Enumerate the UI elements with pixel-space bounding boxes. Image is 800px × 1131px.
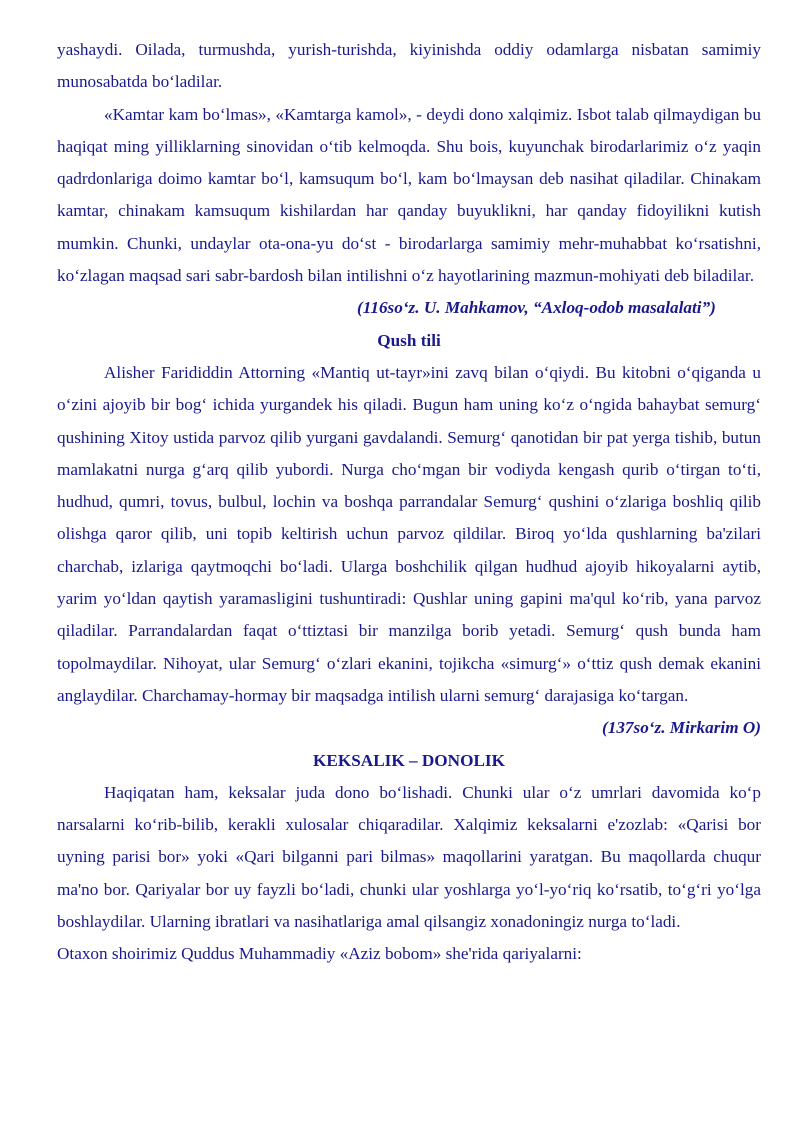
paragraph-qush-tili: Alisher Farididdin Attorning «Mantiq ut-tayr»ini zavq bilan o‘qiydi. Bu kitobni o‘qiganda u o‘zini ajoyib bir bog‘ ichida yurgandek his qiladi. Bugun ham uning ko‘z o‘ngida bahaybat semurg‘ qushining Xitoy ustida parvoz qilib yurgani gavdalandi. Semurg‘ qanotidan bir pat yerga tishib, butun mamlakatni nurga g‘arq qilib yubordi. Nurga cho‘mgan bir vodiyda kengash qurib o‘tirgan to‘ti, hudhud, qumri, tovus, bulbul, lochin va boshqa parrandalar Semurg‘ qushini o‘zlariga boshliq qilib olishga qaror qilib, uni topib keltirish uchun parvoz qildilar. Biroq yo‘lda qushlarning ba'zilari charchab, izlariga qaytmoqchi bo‘ladi. Ularga boshchilik qilgan hudhud ajoyib hikoyalarni aytib, yarim yo‘ldan qaytish yaramasligini tushuntiradi: Qushlar uning gapini ma'qul ko‘rib, yana parvoz qiladilar. Parrandalardan faqat o‘ttiztasi bir manzilga borib yetadi. Semurg‘ qush bunda ham topolmaydilar. Nihoyat, ular Semurg‘ o‘zlari ekanini, tojikcha «simurg‘» o‘ttiz qush demak ekanini anglaydilar. Charchamay-hormay bir maqsadga intilish ularni semurg‘ darajasiga ko‘targan. — [57, 362, 761, 705]
paragraph-kamtar: «Kamtar kam bo‘lmas», «Kamtarga kamol», - deydi dono xalqimiz. Isbot talab qilmaydigan bu haqiqat ming yilliklarning sinovidan o‘tib kelmoqda. Shu bois, kuyunchak birodarlarimiz o‘z yaqin qadrdonlariga doimo kamtar bo‘l, kamsuqum bo‘l, kam bo‘lmaysan deb nasihat qiladilar. Chinakam kamtar, chinakam kamsuqum kishilardan har qanday buyuklikni, har qanday fidoyilikni kutish mumkin. Chunki, undaylar ota-ona-yu do‘st - birodarlarga samimiy mehr-muhabbat ko‘rsatishni, ko‘zlagan maqsad sari sabr-bardosh bilan intilishni o‘z hayotlarining mazmun-mohiyati deb biladilar. — [57, 104, 761, 286]
source-citation-mirkarim: (137so‘z. Mirkarim O) — [602, 718, 761, 738]
section-heading-qush-tili: Qush tili — [377, 330, 441, 350]
paragraph-otaxon: Otaxon shoirimiz Quddus Muhammadiy «Aziz bobom» she'rida qariyalarni: — [57, 944, 582, 964]
paragraph-intro-continuation: yashaydi. Oilada, turmushda, yurish-turishda, kiyinishda oddiy odamlarga nisbatan samimiy munosabatda bo‘ladilar. — [57, 40, 761, 92]
source-citation-mahkamov: (116so‘z. U. Mahkamov, “Axloq-odob masalalati”) — [357, 298, 716, 318]
document-page — [57, 34, 761, 971]
paragraph-keksalik: Haqiqatan ham, keksalar juda dono bo‘lishadi. Chunki ular o‘z umrlari davomida ko‘p narsalarni ko‘rib-bilib, kerakli xulosalar chiqaradilar. Xalqimiz keksalarni e'zozlab: «Qarisi bor uyning parisi bor» yoki «Qari bilganni pari bilmas» maqollarini yaratgan. Bu maqollarda chuqur ma'no bor. Qariyalar bor uy fayzli bo‘ladi, chunki ular yoshlarga yo‘l-yo‘riq ko‘rsatib, to‘g‘ri yo‘lga boshlaydilar. Ularning ibratlari va nasihatlariga amal qilsangiz xonadoningiz nurga to‘ladi. — [57, 782, 761, 932]
section-heading-keksalik: KEKSALIK – DONOLIK — [313, 750, 505, 770]
